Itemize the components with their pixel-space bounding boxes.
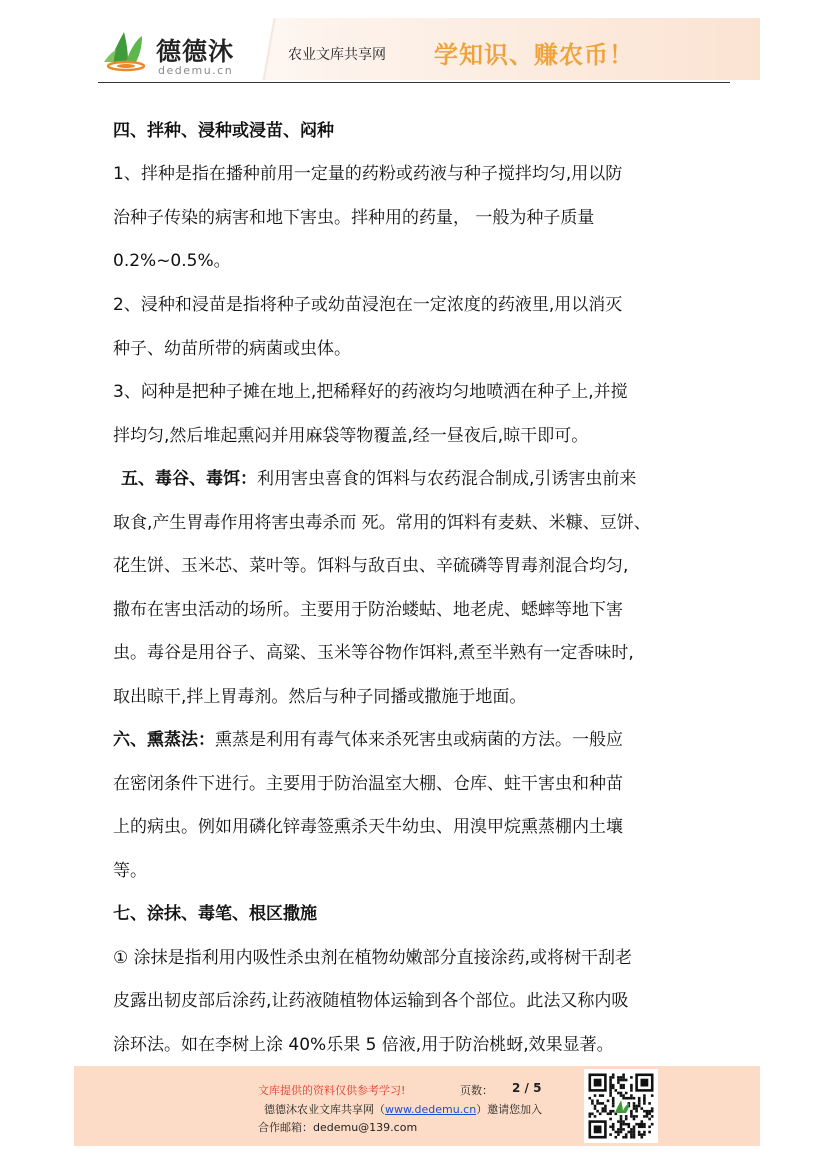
page-count: 2 / 5 <box>512 1081 542 1095</box>
paragraph-line: 拌均匀,然后堆起熏闷并用麻袋等物覆盖,经一昼夜后,晾干即可。 <box>113 426 589 446</box>
section-5-text: 利用害虫喜食的饵料与农药混合制成,引诱害虫前来 <box>257 469 637 489</box>
header-divider <box>258 18 280 80</box>
paragraph-line: 花生饼、玉米芯、菜叶等。饵料与敌百虫、辛硫磷等胃毒剂混合均匀, <box>113 556 629 576</box>
section-5-heading: 五、毒谷、毒饵： <box>121 469 257 489</box>
section-7-heading: 七、涂抹、毒笔、根区撒施 <box>113 904 317 924</box>
paragraph-line <box>121 467 636 491</box>
paragraph-line: 治种子传染的病害和地下害虫。拌种用的药量， 一般为种子质量 <box>113 208 595 228</box>
logo-subtitle: dedemu.cn <box>158 64 234 77</box>
header-rule <box>98 82 730 83</box>
page-footer <box>74 1066 760 1146</box>
paragraph-line: 3、闷种是把种子摊在地上,把稀释好的药液均匀地喷洒在种子上,并搅 <box>113 382 628 402</box>
paragraph-line: 等。 <box>113 861 147 881</box>
paragraph-line: 取食,产生胃毒作用将害虫毒杀而 死。常用的饵料有麦麸、米糠、豆饼、 <box>113 513 651 533</box>
slogan: 学知识、赚农币！ <box>434 40 634 69</box>
footer-invite-suffix: ）邀请您加入 <box>476 1103 543 1116</box>
page-count-label: 页数： <box>460 1084 493 1097</box>
paragraph-line: 在密闭条件下进行。主要用于防治温室大棚、仓库、蛀干害虫和种苗 <box>113 774 623 794</box>
paragraph-line: 取出晾干,拌上胃毒剂。然后与种子同播或撒施于地面。 <box>113 687 527 707</box>
footer-warning: 文库提供的资料仅供参考学习! <box>258 1084 406 1097</box>
footer-invite <box>264 1101 542 1117</box>
paragraph-line: 上的病虫。例如用磷化锌毒签熏杀天牛幼虫、用溴甲烷熏蒸棚内土壤 <box>113 817 623 837</box>
paragraph-line: ① 涂抹是指利用内吸性杀虫剂在植物幼嫩部分直接涂药,或将树干刮老 <box>113 948 633 968</box>
paragraph-line: 撒布在害虫活动的场所。主要用于防治蝼蛄、地老虎、蟋蟀等地下害 <box>113 600 623 620</box>
paragraph-line: 虫。毒谷是用谷子、高粱、玉米等谷物作饵料,煮至半熟有一定香味时, <box>113 643 634 663</box>
site-name[interactable]: 农业文库共享网 <box>288 47 386 63</box>
logo-title: 德德沐 <box>156 37 235 66</box>
footer-invite-prefix: 德德沐农业文库共享网（ <box>264 1103 385 1116</box>
section-6-text: 熏蒸是利用有毒气体来杀死害虫或病菌的方法。一般应 <box>215 730 623 750</box>
paragraph-line: 2、浸种和浸苗是指将种子或幼苗浸泡在一定浓度的药液里,用以消灭 <box>113 295 623 315</box>
paragraph-line: 皮露出韧皮部后涂药,让药液随植物体运输到各个部位。此法又称内吸 <box>113 991 629 1011</box>
logo[interactable] <box>98 18 263 80</box>
logo-leaf-icon <box>102 28 154 72</box>
page-header <box>98 18 760 84</box>
paragraph-line: 0.2%~0.5%。 <box>113 251 231 271</box>
paragraph-line: 1、拌种是指在播种前用一定量的药粉或药液与种子搅拌均匀,用以防 <box>113 164 623 184</box>
qr-code-icon[interactable] <box>584 1069 658 1143</box>
footer-email[interactable]: 合作邮箱：dedemu@139.com <box>258 1121 418 1134</box>
section-6-heading: 六、熏蒸法： <box>113 730 215 750</box>
paragraph-line: 涂环法。如在李树上涂 40%乐果 5 倍液,用于防治桃蚜,效果显著。 <box>113 1035 614 1055</box>
section-4-heading: 四、拌种、浸种或浸苗、闷种 <box>113 121 334 141</box>
paragraph-line <box>113 728 623 752</box>
site-link[interactable]: www.dedemu.cn <box>385 1103 477 1116</box>
qr-code-graphic <box>584 1069 658 1143</box>
paragraph-line: 种子、幼苗所带的病菌或虫体。 <box>113 339 351 359</box>
